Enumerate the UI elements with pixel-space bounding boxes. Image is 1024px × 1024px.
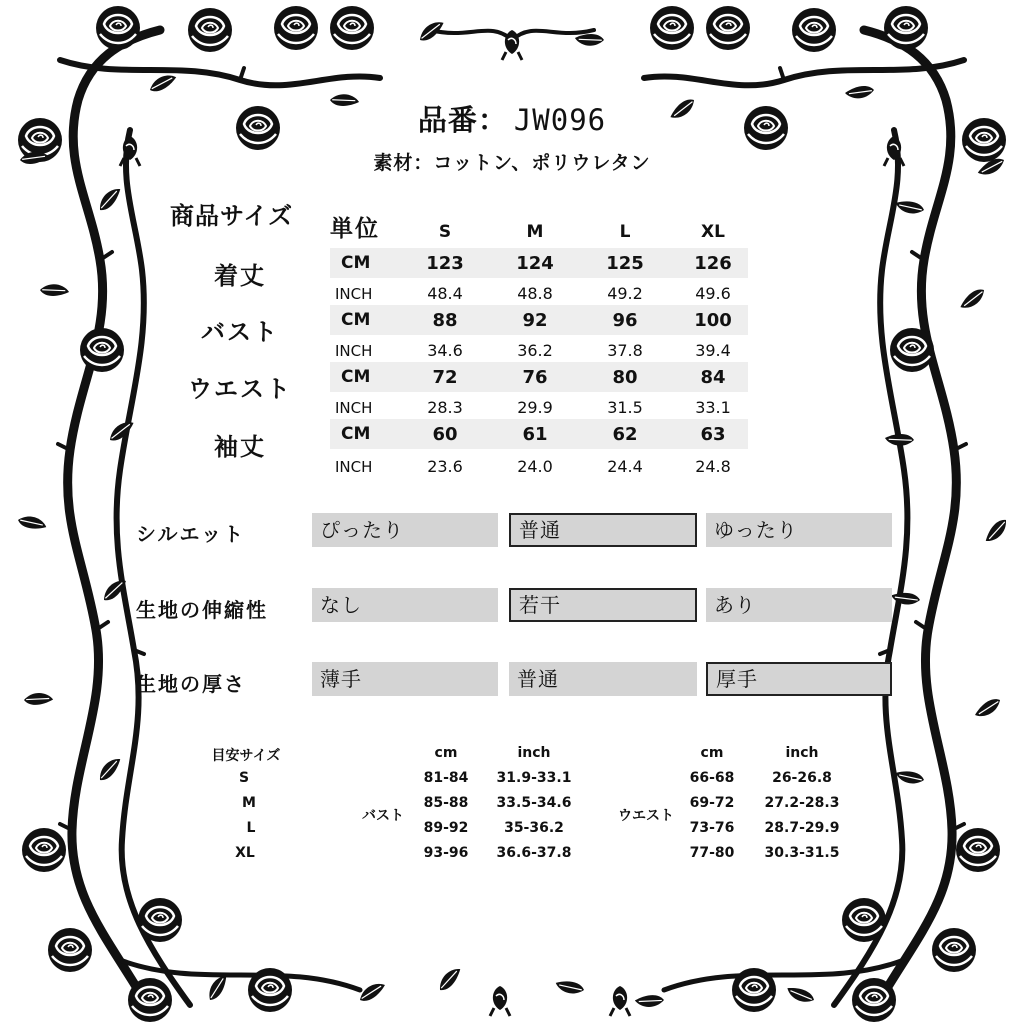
- unit-inch: INCH: [335, 285, 373, 303]
- top-left-branch: [60, 60, 380, 85]
- fit-option-selected: 若干: [509, 588, 697, 622]
- product-number-label: 品番：: [417, 103, 508, 137]
- material-text: 素材：コットン、ポリウレタン: [373, 152, 651, 174]
- table-cell: 62: [612, 424, 638, 445]
- table-cell: 72: [432, 367, 458, 388]
- guide-waist-inch-header: inch: [785, 745, 819, 761]
- guide-bust-inch: 35-36.2: [504, 820, 564, 836]
- fit-scale-label: 生地の伸縮性: [136, 598, 268, 622]
- guide-size: XL: [235, 845, 255, 861]
- table-cell: 31.5: [607, 398, 643, 417]
- table-cell: 29.9: [517, 398, 553, 417]
- unit-inch: INCH: [335, 458, 373, 476]
- table-cell: 92: [522, 310, 548, 331]
- fit-option-selected: 普通: [509, 513, 697, 547]
- table-cell: 34.6: [427, 341, 463, 360]
- measure-label-waist: ウエスト: [188, 375, 292, 403]
- table-cell: 36.2: [517, 341, 553, 360]
- size-header-m: M: [526, 222, 544, 242]
- fit-option: あり: [706, 588, 892, 622]
- table-cell: 88: [432, 310, 458, 331]
- guide-waist-cm: 73-76: [689, 820, 735, 836]
- size-guide-title: 目安サイズ: [211, 748, 281, 764]
- fit-option: ゆったり: [706, 513, 892, 547]
- table-cell: 96: [612, 310, 638, 331]
- guide-bust-inch-header: inch: [517, 745, 551, 761]
- table-cell: 49.2: [607, 284, 643, 303]
- fit-option: 普通: [509, 662, 697, 696]
- guide-bust-inch: 36.6-37.8: [496, 845, 572, 861]
- unit-inch: INCH: [335, 399, 373, 417]
- guide-bust-inch: 31.9-33.1: [496, 770, 572, 786]
- unit-cm: CM: [341, 310, 371, 330]
- fit-option: 薄手: [312, 662, 498, 696]
- table-cell: 24.8: [695, 457, 731, 476]
- table-cell: 100: [694, 310, 732, 331]
- guide-size: L: [246, 820, 256, 836]
- guide-waist-cm: 69-72: [689, 795, 735, 811]
- guide-waist-cm-header: cm: [700, 745, 724, 761]
- guide-bust-label: バスト: [362, 808, 404, 824]
- guide-bust-inch: 33.5-34.6: [496, 795, 572, 811]
- guide-waist-inch: 28.7-29.9: [764, 820, 840, 836]
- top-right-branch: [644, 60, 964, 85]
- size-header-l: L: [619, 222, 631, 242]
- guide-bust-cm: 85-88: [423, 795, 469, 811]
- fit-scale-label: 生地の厚さ: [136, 672, 246, 696]
- guide-waist-cm: 66-68: [689, 770, 735, 786]
- guide-size: S: [238, 770, 250, 786]
- unit-cm: CM: [341, 424, 371, 444]
- table-cell: 76: [522, 367, 548, 388]
- fit-option-selected: 厚手: [706, 662, 892, 696]
- table-cell: 124: [516, 253, 554, 274]
- unit-cm: CM: [341, 367, 371, 387]
- unit-header: 単位: [330, 216, 380, 242]
- measure-label-bust: バスト: [201, 318, 279, 346]
- table-cell: 48.4: [427, 284, 463, 303]
- product-number-title: [0, 98, 1024, 139]
- table-cell: 60: [432, 424, 458, 445]
- table-cell: 24.4: [607, 457, 643, 476]
- unit-inch: INCH: [335, 342, 373, 360]
- guide-bust-cm: 93-96: [423, 845, 469, 861]
- table-cell: 28.3: [427, 398, 463, 417]
- table-cell: 24.0: [517, 457, 553, 476]
- guide-waist-inch: 26-26.8: [772, 770, 832, 786]
- measure-label-sleeve: 袖丈: [214, 433, 266, 461]
- table-cell: 39.4: [695, 341, 731, 360]
- size-section-title: 商品サイズ: [170, 202, 294, 230]
- guide-bust-cm: 89-92: [423, 820, 469, 836]
- guide-waist-inch: 30.3-31.5: [764, 845, 840, 861]
- table-cell: 126: [694, 253, 732, 274]
- guide-waist-cm: 77-80: [689, 845, 735, 861]
- table-cell: 123: [426, 253, 464, 274]
- fit-option: なし: [312, 588, 498, 622]
- guide-bust-cm-header: cm: [434, 745, 458, 761]
- table-cell: 80: [612, 367, 638, 388]
- table-cell: 63: [700, 424, 726, 445]
- table-cell: 125: [606, 253, 644, 274]
- table-cell: 23.6: [427, 457, 463, 476]
- unit-cm: CM: [341, 253, 371, 273]
- guide-waist-label: ウエスト: [618, 808, 674, 824]
- table-cell: 37.8: [607, 341, 643, 360]
- fit-option: ぴったり: [312, 513, 498, 547]
- guide-bust-cm: 81-84: [423, 770, 469, 786]
- measure-label-length: 着丈: [214, 262, 266, 290]
- product-code: JW096: [513, 103, 607, 137]
- table-cell: 48.8: [517, 284, 553, 303]
- right-vine-inner: [834, 130, 907, 1005]
- table-cell: 61: [522, 424, 548, 445]
- table-cell: 84: [700, 367, 726, 388]
- size-header-s: S: [438, 222, 452, 242]
- table-cell: 49.6: [695, 284, 731, 303]
- fit-scale-label: シルエット: [136, 522, 246, 546]
- guide-waist-inch: 27.2-28.3: [764, 795, 840, 811]
- table-cell: 33.1: [695, 398, 731, 417]
- guide-size: M: [242, 795, 256, 811]
- size-header-xl: XL: [701, 222, 725, 242]
